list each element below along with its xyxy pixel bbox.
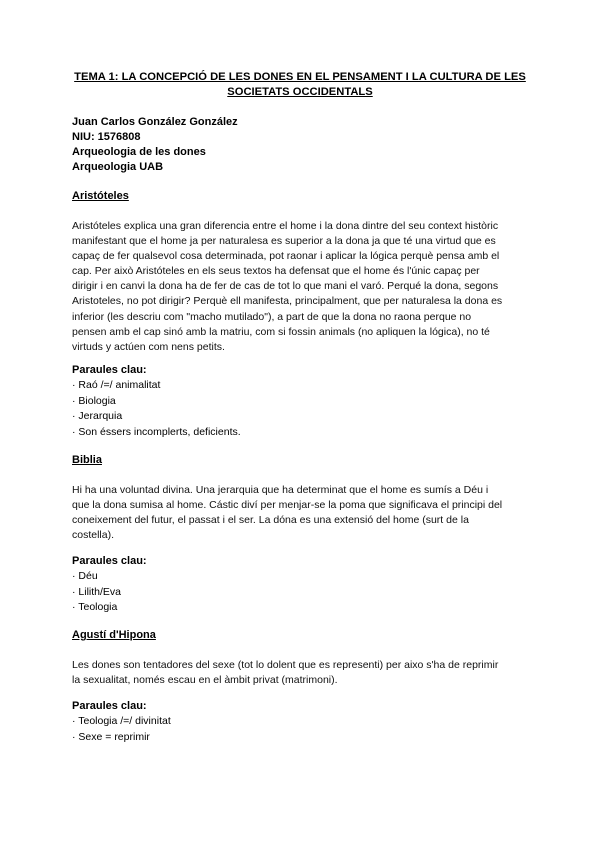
keyword-item: · Biologia [72,394,116,407]
section-paragraph-agusti [72,658,534,688]
paragraph-line: pensen amb el cap sinó amb la matriu, com si fossin animals (no apliquen la lógica), no té [72,325,490,338]
keyword-item: · Son éssers incomplerts, deficients. [72,425,241,438]
paragraph-line: cap. Per això Aristóteles en els seus textos ha defensat que el home és l'únic capaç per [72,265,480,278]
course-name: Arqueologia de les dones [72,146,206,158]
keyword-item: · Raó /=/ animalitat [72,379,161,392]
section-heading-agusti: Agustí d'Hipona [72,629,156,641]
paragraph-line: costella). [72,529,115,542]
keywords-label: Paraules clau: [72,700,147,712]
keyword-item: · Déu [72,570,98,583]
title-line: SOCIETATS OCCIDENTALS [227,86,373,98]
keywords-agusti [72,699,532,745]
paragraph-line: coneixement del futur, el passat i el ser. La dóna es una extensió del home (surt de la [72,514,469,527]
paragraph-line: Aristóteles explica una gran diferencia entre el home i la dona dintre del seu context històric [72,220,499,232]
paragraph-line: que la dona sumisa al home. Cástic diví per menjar-se la poma que significava el principi del [72,499,503,512]
paragraph-line: Aristoteles, no pot dirigir? Perquè ell manifesta, principalment, que per naturalesa la dona es [72,295,503,308]
author-niu: NIU: 1576808 [72,131,141,143]
section-paragraph-aristoteles [72,219,534,355]
paragraph-line: capaç de fer qualsevol cosa determinada, pot raonar i aplicar la lógica perquè pensa amb el [72,250,500,263]
paragraph-line: dirigir i en canvi la dona ha de fer de cas de tot lo que mani el varó. Perqué la dona, segons [72,280,499,293]
keywords-label: Paraules clau: [72,364,147,376]
section-paragraph-biblia [72,483,534,543]
paragraph-line: virtuds y actúen com nens petits. [72,340,225,353]
paragraph-line: inferior (les descriu com "macho mutilado"), a part de que la dona no raona perque no [72,310,472,323]
paragraph-line: Hi ha una voluntad divina. Una jerarquia que ha determinat que el home es sumís a Déu i [72,484,489,496]
author-name: Juan Carlos González González [72,116,238,128]
paragraph-line: la sexualitat, només escau en el àmbit privat (matrimoni). [72,674,338,687]
section-heading-biblia: Biblia [72,454,102,466]
paragraph-line: Les dones son tentadores del sexe (tot lo dolent que es representi) per aixo s'ha de reprimir [72,659,499,671]
paragraph-line: manifestant que el home ja per naturalesa es superior a la dona ja que té una virtud que es [72,235,496,248]
title-line: TEMA 1: LA CONCEPCIÓ DE LES DONES EN EL PENSAMENT I LA CULTURA DE LES [74,71,526,83]
keyword-item: · Lilith/Eva [72,585,122,598]
degree-name: Arqueologia UAB [72,161,164,173]
author-block [72,115,532,175]
keyword-item: · Teologia [72,601,118,614]
document-title [60,70,540,100]
keywords-aristoteles [72,363,532,440]
keyword-item: · Jerarquia [72,410,123,423]
keywords-biblia [72,554,532,616]
section-heading-aristoteles: Aristóteles [72,190,129,202]
keyword-item: · Teologia /=/ divinitat [72,715,171,728]
keywords-label: Paraules clau: [72,555,147,567]
keyword-item: · Sexe = reprimir [72,730,150,743]
